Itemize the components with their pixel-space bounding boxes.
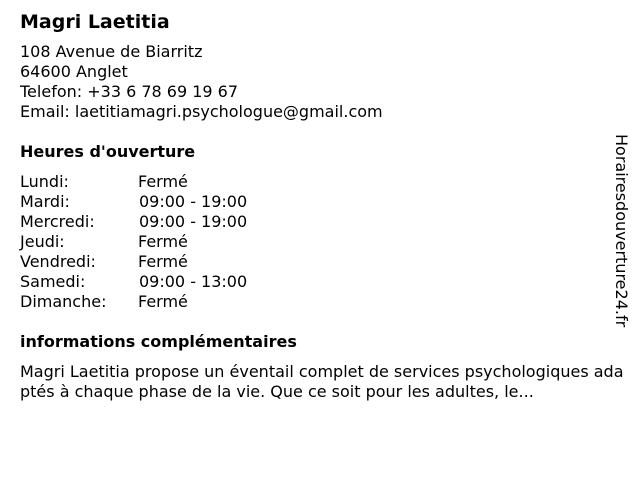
day-hours: Fermé — [138, 252, 188, 271]
day-label: Lundi: — [20, 172, 69, 191]
site-watermark: Horairesdouverture24.fr — [612, 134, 631, 328]
additional-info-text: Magri Laetitia propose un éventail complet de services psychologiques adaptés à chaque phase de la vie. Que ce soit pour les adultes, le... — [20, 362, 624, 401]
hours-row-monday — [20, 172, 630, 192]
hours-row-thursday — [20, 232, 630, 252]
day-hours: 09:00 - 13:00 — [139, 272, 248, 291]
address-street: 108 Avenue de Biarritz — [20, 42, 203, 61]
phone-number[interactable]: Telefon: +33 6 78 69 19 67 — [20, 82, 239, 101]
contact-block — [20, 42, 630, 122]
additional-info-heading: informations complémentaires — [20, 332, 297, 351]
hours-row-tuesday — [20, 192, 630, 212]
hours-row-sunday — [20, 292, 630, 312]
day-label: Mercredi: — [20, 212, 95, 231]
day-label: Samedi: — [20, 272, 86, 291]
day-label: Mardi: — [20, 192, 70, 211]
address-city: 64600 Anglet — [20, 62, 128, 81]
day-hours: Fermé — [138, 292, 188, 311]
day-hours: 09:00 - 19:00 — [139, 192, 248, 211]
day-hours: Fermé — [138, 172, 188, 191]
day-label: Vendredi: — [20, 252, 96, 271]
day-label: Jeudi: — [20, 232, 65, 251]
email-address[interactable]: Email: laetitiamagri.psychologue@gmail.com — [20, 102, 383, 121]
day-hours: Fermé — [138, 232, 188, 251]
opening-hours-heading: Heures d'ouverture — [20, 142, 196, 161]
hours-row-wednesday — [20, 212, 630, 232]
day-hours: 09:00 - 19:00 — [139, 212, 248, 231]
business-name: Magri Laetitia — [20, 11, 170, 33]
opening-hours-list — [20, 172, 630, 312]
business-card — [20, 10, 630, 402]
hours-row-saturday — [20, 272, 630, 292]
day-label: Dimanche: — [20, 292, 107, 311]
hours-row-friday — [20, 252, 630, 272]
